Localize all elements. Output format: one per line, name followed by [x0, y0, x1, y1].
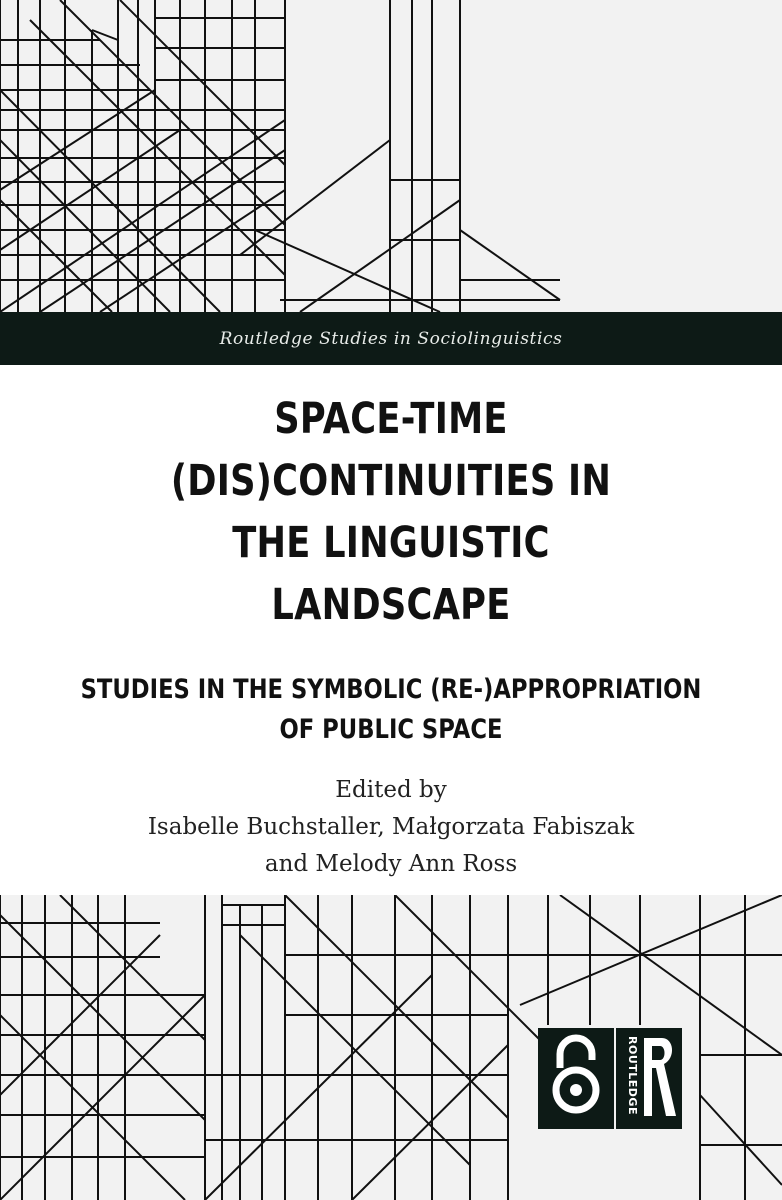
edited-by-label: Edited by: [335, 777, 447, 803]
routledge-logo: [614, 1028, 682, 1129]
editors-names-line: and Melody Ann Ross: [264, 851, 518, 877]
book-title: [70, 388, 711, 636]
series-name: Routledge Studies in Sociolinguistics: [219, 328, 563, 349]
publisher-name: ROUTLEDGE: [626, 1036, 639, 1115]
subtitle-line: OF PUBLIC SPACE: [279, 714, 503, 745]
routledge-profile-icon: [616, 1028, 682, 1129]
publisher-badge: [538, 1028, 682, 1129]
open-access-icon: [538, 1028, 614, 1129]
title-line: (DIS)CONTINUITIES IN: [170, 456, 612, 506]
geometric-line-pattern-top: [0, 0, 782, 312]
title-line: SPACE-TIME: [274, 394, 508, 444]
subtitle-line: STUDIES IN THE SYMBOLIC (RE-)APPROPRIATION: [80, 674, 702, 705]
editors-block: [0, 772, 782, 883]
editors-names-line: Isabelle Buchstaller, Małgorzata Fabiszak: [147, 814, 635, 840]
book-subtitle: [63, 670, 720, 750]
title-line: LANDSCAPE: [271, 580, 511, 630]
series-band: [0, 312, 782, 365]
cover-art-top: [0, 0, 782, 312]
title-line: THE LINGUISTIC: [232, 518, 550, 568]
